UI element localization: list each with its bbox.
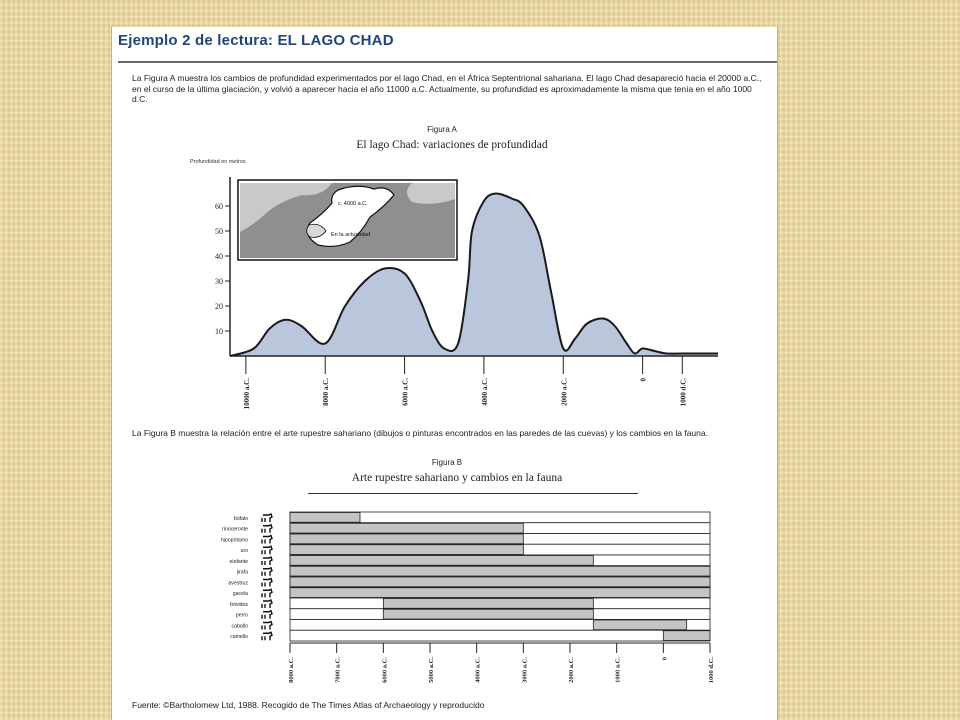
- fauna-range-bar: [383, 599, 593, 609]
- y-tick-label: 40: [215, 252, 223, 261]
- y-tick-label: 30: [215, 277, 223, 286]
- map-label-past: c. 4000 a.C.: [338, 201, 368, 207]
- x-tick-label: 4000 a.C.: [474, 657, 482, 683]
- x-tick-label: 0: [639, 378, 648, 382]
- fauna-label: elefante: [229, 558, 248, 565]
- fauna-label: jirafa: [236, 569, 248, 576]
- fauna-label: avestruz: [228, 580, 248, 587]
- document-page: [111, 27, 778, 720]
- fauna-range-bar: [290, 545, 523, 555]
- x-tick-label: 1000 d.C.: [708, 657, 715, 684]
- figure-a-label: Figura A: [427, 125, 457, 134]
- document-title: Ejemplo 2 de lectura: EL LAGO CHAD: [118, 32, 394, 49]
- fauna-glyph: [262, 622, 272, 630]
- x-tick-label: 8000 a.C.: [288, 657, 295, 683]
- x-tick-label: 2000 a.C.: [560, 378, 569, 406]
- fauna-glyph: [262, 557, 272, 565]
- fauna-range-bar: [593, 620, 686, 630]
- figure-b-chart: [112, 27, 777, 720]
- x-tick-label: 6000 a.C.: [381, 657, 389, 683]
- x-tick-label: 2000 a.C.: [568, 657, 575, 683]
- paragraph-figure-a: La Figura A muestra los cambios de profundidad experimentados por el lago Chad, en el África Septentrional sahariana. El lago Chad desapareció hacia el 20000 a.C., en el curso de la última glaciación, y volvió a aparecer hacia el año 11000 a.C. Actualmente, su profundidad es aproximadamente la misma que tenía en el año 1000 d.C.: [132, 73, 762, 104]
- x-tick-label: 1000 a.C.: [614, 657, 622, 683]
- fauna-glyph: [262, 600, 272, 608]
- x-tick-label: 4000 a.C.: [480, 378, 489, 406]
- fauna-range-bar: [290, 566, 710, 576]
- fauna-range-bar: [290, 577, 710, 587]
- map-label-present: En la actualidad: [331, 232, 371, 238]
- fauna-glyph: [262, 536, 272, 544]
- fauna-glyph: [262, 632, 272, 640]
- x-tick-label: 0: [661, 657, 669, 661]
- x-tick-label: 1000 d.C.: [679, 378, 688, 407]
- fauna-glyph: [262, 579, 272, 587]
- fauna-glyph: [262, 611, 272, 619]
- y-tick-label: 50: [215, 227, 223, 236]
- fauna-glyph: [262, 568, 272, 576]
- figure-b-title: Arte rupestre sahariano y cambios en la fauna: [351, 472, 563, 484]
- fauna-range-bar: [290, 523, 523, 533]
- source-credit: Fuente: ©Bartholomew Ltd, 1988. Recogido de The Times Atlas of Archaeology y reproducido: [132, 700, 485, 710]
- fauna-range-bar: [663, 631, 710, 641]
- x-tick-label: 10000 a.C.: [242, 378, 251, 410]
- fauna-range-bar: [290, 588, 710, 598]
- x-tick-label: 3000 a.C.: [521, 657, 529, 683]
- fauna-glyph: [262, 525, 272, 533]
- fauna-label: rinoceronte: [222, 526, 248, 533]
- y-tick-label: 60: [215, 202, 223, 211]
- y-axis-label: Profundidad en metros: [190, 159, 246, 165]
- fauna-glyph: [262, 589, 272, 597]
- fauna-range-bar: [290, 556, 593, 566]
- fauna-label: bóvidos: [230, 601, 248, 608]
- paragraph-figure-b: La Figura B muestra la relación entre el arte rupestre sahariano (dibujos o pinturas encontrados en las paredes de las cuevas) y los cambios en la fauna.: [132, 428, 708, 438]
- fauna-label: hipopótamo: [220, 537, 248, 544]
- fauna-label: caballo: [231, 623, 248, 630]
- fauna-label: perro: [235, 612, 248, 619]
- fauna-label: gacela: [232, 591, 248, 597]
- fauna-label: búfalo: [233, 515, 248, 522]
- y-tick-label: 20: [215, 302, 223, 311]
- x-tick-label: 7000 a.C.: [334, 657, 342, 683]
- x-tick-label: 6000 a.C.: [401, 378, 410, 406]
- figure-a-title: El lago Chad: variaciones de profundidad: [356, 139, 548, 151]
- fauna-glyph: [262, 546, 272, 554]
- figure-b-label: Figura B: [431, 458, 463, 467]
- fauna-row-frame: [290, 630, 710, 641]
- fauna-glyph: [262, 514, 272, 522]
- fauna-label: uro: [240, 548, 248, 554]
- fauna-range-bar: [290, 513, 360, 523]
- y-tick-label: 10: [215, 327, 223, 336]
- fauna-label: camello: [230, 634, 248, 640]
- fauna-range-bar: [290, 534, 523, 544]
- x-tick-label: 8000 a.C.: [322, 378, 331, 406]
- x-tick-label: 5000 a.C.: [428, 657, 435, 683]
- fauna-range-bar: [383, 609, 593, 619]
